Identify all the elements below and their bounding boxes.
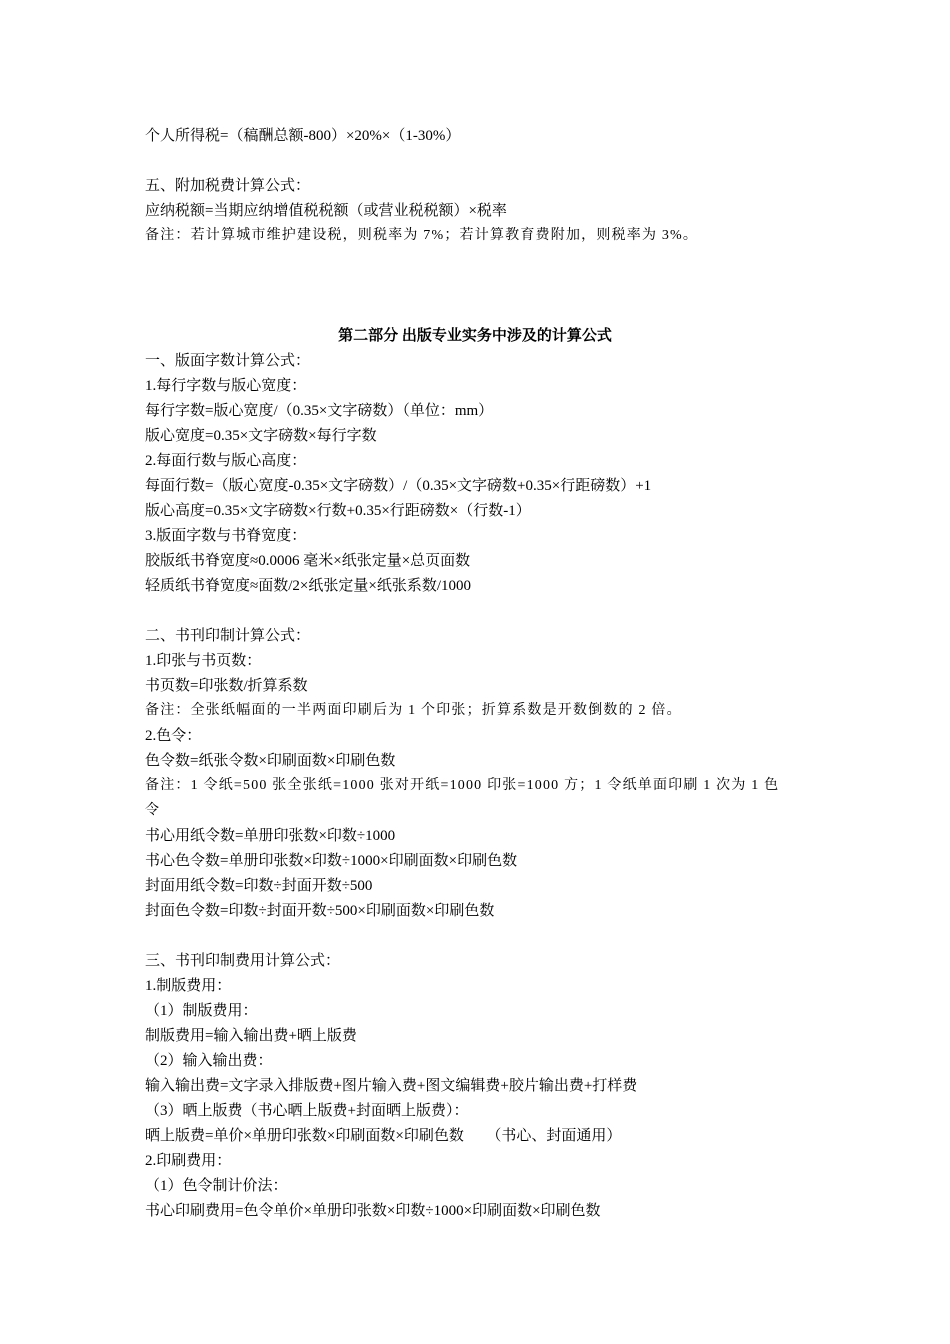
formula-line: 每面行数=（版心宽度-0.35×文字磅数）/（0.35×文字磅数+0.35×行距磅数）+1 — [145, 478, 652, 494]
formula-line: 书心色令数=单册印张数×印数÷1000×印刷面数×印刷色数 — [145, 853, 518, 869]
subsection-heading: 2.印刷费用： — [145, 1153, 232, 1169]
formula-line: 封面色令数=印数÷封面开数÷500×印刷面数×印刷色数 — [145, 903, 495, 919]
subsection-heading: 3.版面字数与书脊宽度： — [145, 528, 307, 544]
section-title: 第二部分 出版专业实务中涉及的计算公式 — [338, 328, 612, 344]
formula-line: 封面用纸令数=印数÷封面开数÷500 — [145, 878, 373, 894]
note-line: 备注：1 令纸=500 张全张纸=1000 张对开纸=1000 印张=1000 方；1 令纸单面印刷 1 次为 1 色 — [145, 778, 780, 793]
subsection-heading: 1.每行字数与版心宽度： — [145, 378, 307, 394]
text-line: 个人所得税=（稿酬总额-800）×20%×（1-30%） — [145, 128, 461, 144]
formula-line: 制版费用=输入输出费+晒上版费 — [145, 1028, 357, 1044]
formula-line: 轻质纸书脊宽度≈面数/2×纸张定量×纸张系数/1000 — [145, 578, 471, 594]
formula-line: 书心印刷费用=色令单价×单册印张数×印数÷1000×印刷面数×印刷色数 — [145, 1203, 601, 1219]
formula-line: 书心用纸令数=单册印张数×印数÷1000 — [145, 828, 396, 844]
formula-line: 应纳税额=当期应纳增值税税额（或营业税税额）×税率 — [145, 203, 507, 219]
note-line-continued: 令 — [145, 803, 161, 818]
formula-line: 版心宽度=0.35×文字磅数×每行字数 — [145, 428, 377, 444]
section-heading: 一、版面字数计算公式： — [145, 353, 311, 369]
formula-line: 每行字数=版心宽度/（0.35×文字磅数）（单位：mm） — [145, 403, 494, 419]
formula-line: 色令数=纸张令数×印刷面数×印刷色数 — [145, 753, 396, 769]
item-heading: （2）输入输出费： — [145, 1053, 273, 1069]
formula-line: 版心高度=0.35×文字磅数×行数+0.35×行距磅数×（行数-1） — [145, 503, 531, 519]
subsection-heading: 1.印张与书页数： — [145, 653, 262, 669]
note-line: 备注：若计算城市维护建设税，则税率为 7%；若计算教育费附加，则税率为 3%。 — [145, 228, 699, 243]
formula-line: 晒上版费=单价×单册印张数×印刷面数×印刷色数 （书心、封面通用） — [145, 1128, 622, 1144]
subsection-heading: 2.每面行数与版心高度： — [145, 453, 307, 469]
formula-line: 输入输出费=文字录入排版费+图片输入费+图文编辑费+胶片输出费+打样费 — [145, 1078, 638, 1094]
subsection-heading: 2.色令： — [145, 728, 202, 744]
subsection-heading: 1.制版费用： — [145, 978, 232, 994]
item-heading: （1）制版费用： — [145, 1003, 258, 1019]
note-line: 备注：全张纸幅面的一半两面印刷后为 1 个印张；折算系数是开数倒数的 2 倍。 — [145, 703, 682, 718]
section-heading: 二、书刊印制计算公式： — [145, 628, 311, 644]
item-heading: （3）晒上版费（书心晒上版费+封面晒上版费）： — [145, 1103, 469, 1119]
formula-line: 书页数=印张数/折算系数 — [145, 678, 308, 694]
section-heading: 三、书刊印制费用计算公式： — [145, 953, 341, 969]
formula-line: 胶版纸书脊宽度≈0.0006 毫米×纸张定量×总页面数 — [145, 553, 471, 569]
item-heading: （1）色令制计价法： — [145, 1178, 288, 1194]
section-heading: 五、附加税费计算公式： — [145, 178, 311, 194]
